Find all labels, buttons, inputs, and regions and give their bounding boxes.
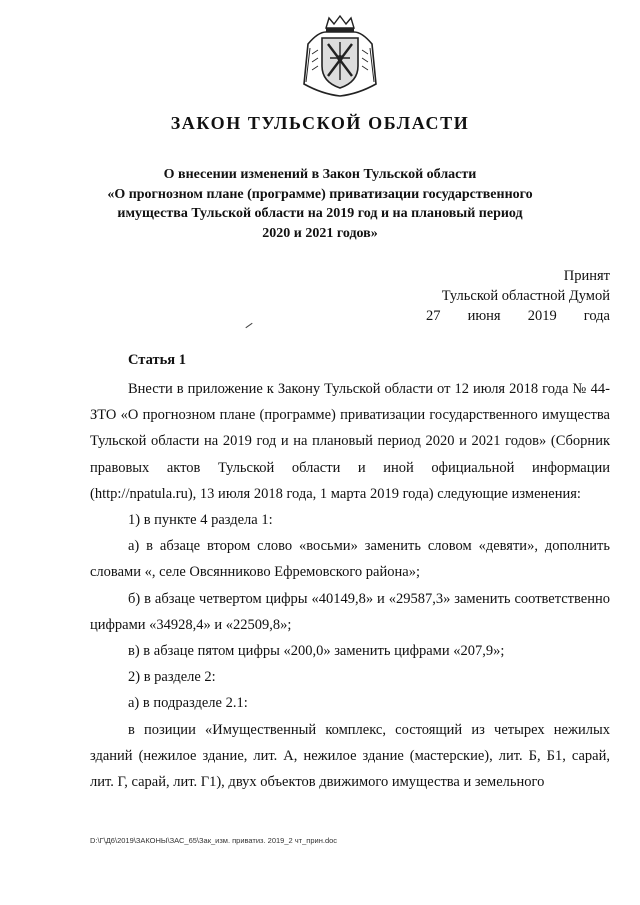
paragraph: а) в подразделе 2.1: (128, 695, 248, 712)
date-year: 2019 (527, 308, 557, 324)
subtitle-line: 2020 и 2021 годов» (262, 225, 378, 241)
paragraph: а) в абзаце втором слово «восьми» заменить словом «девяти», дополнить словами «, селе Овсянниково Ефремовского района»; (90, 538, 610, 581)
paragraph: 1) в пункте 4 раздела 1: (128, 512, 273, 529)
paragraph: в) в абзаце пятом цифры «200,0» заменить цифрами «207,9»; (128, 643, 505, 660)
scan-mark (245, 323, 252, 328)
article-body (90, 376, 610, 795)
paragraph: б) в абзаце четвертом цифры «40149,8» и «29587,3» заменить соответственно цифрами «34928,4» и «22509,8»; (90, 590, 610, 633)
paragraph: 2) в разделе 2: (128, 669, 216, 686)
law-subtitle (95, 165, 545, 243)
file-path-footer: D:\Г\Д6\2019\ЗАКОНЫ\ЗАС_65\Зак_изм. приватиз. 2019_2 чт_прин.doc (90, 836, 338, 845)
subtitle-line: «О прогнозном плане (программе) приватизации государственного (107, 186, 533, 202)
paragraph: Внести в приложение к Закону Тульской области от 12 июля 2018 года № 44-ЗТО «О прогнозном плане (программе) приватизации государственного имущества Тульской области на 2019 год и на плановый период 2020 и 2021 годов» (Сборник правовых актов Тульской области и иной официальной информации (http://npatula.ru), 13 июля 2018 года, 1 марта 2019 года) следующие изменения: (90, 381, 610, 502)
subtitle-line: О внесении изменений в Закон Тульской области (163, 167, 477, 182)
adopted-by: Тульской областной Думой (441, 288, 610, 304)
adopted-label: Принят (563, 268, 610, 284)
date-month: июня (467, 308, 501, 324)
date-day: 27 (426, 308, 441, 324)
date-suffix: года (583, 308, 610, 324)
article-heading: Статья 1 (128, 352, 186, 368)
law-title: ЗАКОН ТУЛЬСКОЙ ОБЛАСТИ (170, 113, 470, 133)
adoption-block (420, 266, 610, 326)
coat-of-arms-icon (298, 14, 382, 98)
paragraph: в позиции «Имущественный комплекс, состоящий из четырех нежилых зданий (нежилое здание, лит. А, нежилое здание (мастерские), лит. Б, Б1, сарай, лит. Г, сарай, лит. Г1), двух объектов движимого имущества и земельного (90, 721, 610, 791)
adoption-date (420, 306, 610, 326)
subtitle-line: имущества Тульской области на 2019 год и на плановый период (117, 206, 523, 221)
